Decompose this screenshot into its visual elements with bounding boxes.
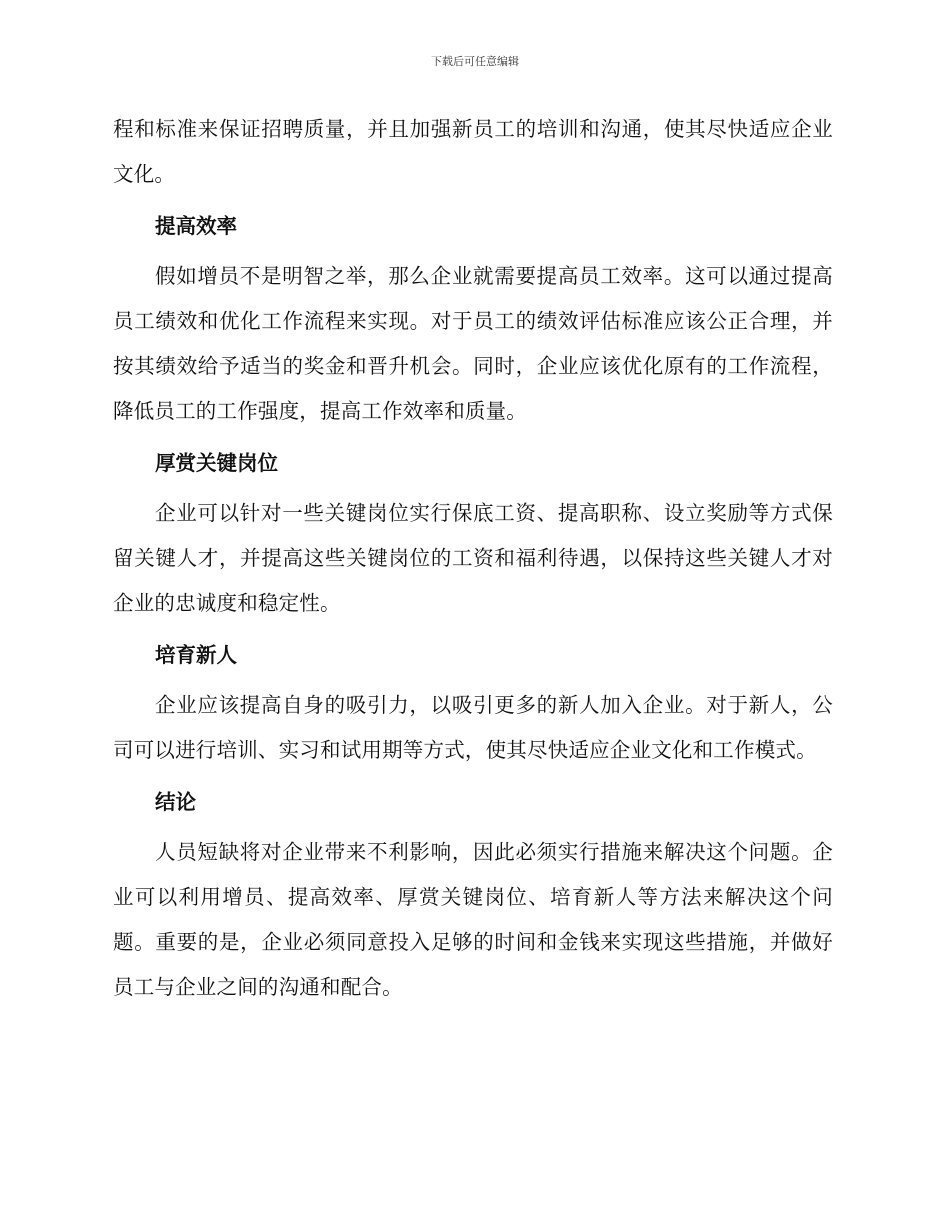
section-conclusion [113,784,833,1010]
section-paragraph: 人员短缺将对企业带来不利影响，因此必须实行措施来解决这个问题。企业可以利用增员、提高效率、厚赏关键岗位、培育新人等方法来解决这个问题。重要的是，企业必须同意投入足够的时间和金钱来实现这些措施，并做好员工与企业之间的沟通和配合。 [113,840,833,999]
section-paragraph: 假如增员不是明智之举，那么企业就需要提高员工效率。这可以通过提高员工绩效和优化工作流程来实现。对于员工的绩效评估标准应该公正合理，并按其绩效给予适当的奖金和晋升机会。同时，企业应该优化原有的工作流程，降低员工的工作强度，提高工作效率和质量。 [113,264,833,423]
document-body [113,107,833,1010]
section-heading: 结论 [155,790,196,814]
page-header: 下载后可任意编辑 [431,55,519,68]
section-paragraph: 企业可以针对一些关键岗位实行保底工资、提高职称、设立奖励等方式保留关键人才，并提高这些关键岗位的工资和福利待遇，以保持这些关键人才对企业的忠诚度和稳定性。 [113,501,833,615]
section-heading: 培育新人 [155,643,237,667]
section-new-talent [113,637,833,773]
intro-paragraph: 程和标准来保证招聘质量，并且加强新员工的培训和沟通，使其尽快适应企业文化。 [113,117,833,186]
section-heading: 提高效率 [155,214,237,238]
section-paragraph: 企业应该提高自身的吸引力，以吸引更多的新人加入企业。对于新人，公司可以进行培训、实习和试用期等方式，使其尽快适应企业文化和工作模式。 [113,693,833,762]
section-key-positions [113,445,833,626]
section-efficiency [113,208,833,434]
section-heading: 厚赏关键岗位 [155,451,278,475]
